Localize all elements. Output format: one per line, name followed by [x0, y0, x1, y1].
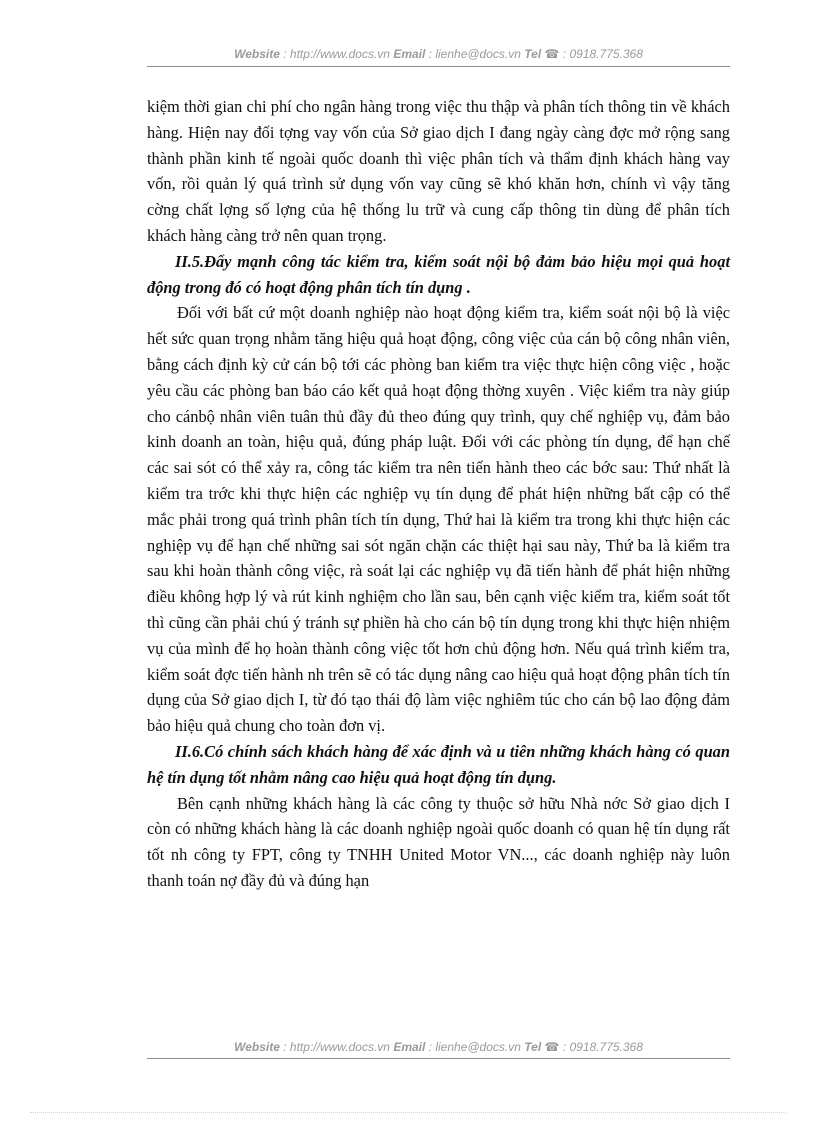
paragraph-intro: kiệm thời gian chi phí cho ngân hàng trong việc thu thập và phân tích thông tin về khách hàng. Hiện nay đối tợng vay vốn của Sở giao dịch I đang ngày càng đợc mở rộng sang thành phần kinh tế ngoài quốc doanh thì việc phân tích và thẩm định khách hàng vay vốn, rồi quản lý quá trình sử dụng vốn vay cũng sẽ khó khăn hơn, chính vì vậy tăng cờng chất lợng số lợng của hệ thống lu trữ và cung cấp thông tin dùng để phân tích khách hàng càng trở nên quan trọng. [147, 97, 730, 245]
paragraph-internal-control: Đối với bất cứ một doanh nghiệp nào hoạt động kiểm tra, kiểm soát nội bộ là việc hết sức quan trọng nhằm tăng hiệu quả hoạt động, công việc của cán bộ công nhân viên, bằng cách định kỳ cử cán bộ tới các phòng ban kiểm tra việc thực hiện công việc , hoặc yêu cầu các phòng ban báo cáo kết quả hoạt động thờng xuyên . Việc kiểm tra này giúp cho cánbộ nhân viên tuân thủ đầy đủ theo đúng quy trình, quy chế nghiệp vụ, đảm bảo kinh doanh an toàn, hiệu quả, đúng pháp luật. Đối với các phòng tín dụng, để hạn chế các sai sót có thể xảy ra, công tác kiểm tra nên tiến hành theo các bớc sau: Thứ nhất là kiểm tra trớc khi thực hiện các nghiệp vụ tín dụng để phát hiện những bất cập có thể mắc phải trong quá trình phân tích tín dụng, Thứ hai là kiểm tra trong khi thực hiện các nghiệp vụ để hạn chế những sai sót ngăn chặn các thiệt hại sau này, Thứ ba là kiểm tra sau khi hoàn thành công việc, rà soát lại các nghiệp vụ đã tiến hành để phát hiện những điều không hợp lý và rút kinh nghiệm cho lần sau, bên cạnh việc kiểm tra, kiểm soát tốt thì cũng cần phải chú ý tránh sự phiền hà cho cán bộ tín dụng trong khi thực hiện nhiệm vụ của mình để họ hoàn thành công việc tốt hơn chủ động hơn. Nếu quá trình kiểm tra, kiểm soát đợc tiến hành nh trên sẽ có tác dụng nâng cao hiệu quả hoạt động phân tích tín dụng của Sở giao dịch I, từ đó tạo thái độ làm việc nghiêm túc cho cán bộ lao động đảm bảo hiệu quả chung cho toàn đơn vị. [147, 303, 730, 736]
email-label: Email [393, 1040, 426, 1054]
tel-label: Tel [524, 1040, 542, 1054]
section-heading-ii6: II.6.Có chính sách khách hàng để xác định và u tiên những khách hàng có quan hệ tín dụng tốt nhằm nâng cao hiệu quả hoạt động tín dụng. [147, 741, 730, 787]
website-label: Website [234, 47, 280, 61]
email-label: Email [393, 47, 426, 61]
header-divider [147, 66, 730, 67]
website-label: Website [234, 1040, 280, 1054]
section-heading-ii5: II.5.Đẩy mạnh công tác kiểm tra, kiểm soát nội bộ đảm bảo hiệu mọi quả hoạt động trong đó có hoạt động phân tích tín dụng . [147, 251, 730, 297]
page-bottom-border [30, 1112, 786, 1113]
phone-icon: ☎ [544, 47, 560, 61]
page-footer: Website : http://www.docs.vn Email : lienhe@docs.vn Tel ☎ : 0918.775.368 [234, 1040, 643, 1054]
tel-value: 0918.775.368 [569, 47, 643, 61]
paragraph-customer-policy: Bên cạnh những khách hàng là các công ty thuộc sở hữu Nhà nớc Sở giao dịch I còn có những khách hàng là các doanh nghiệp ngoài quốc doanh có quan hệ tín dụng rất tốt nh công ty FPT, công ty TNHH United Motor VN..., các doanh nghiệp này luôn thanh toán nợ đầy đủ và đúng hạn [147, 793, 730, 890]
website-link[interactable]: http://www.docs.vn [289, 1040, 390, 1054]
footer-divider [147, 1058, 730, 1059]
tel-label: Tel [524, 47, 542, 61]
email-link[interactable]: lienhe@docs.vn [435, 1040, 521, 1054]
website-link[interactable]: http://www.docs.vn [289, 47, 390, 61]
phone-icon: ☎ [544, 1040, 560, 1054]
tel-value: 0918.775.368 [569, 1040, 643, 1054]
email-link[interactable]: lienhe@docs.vn [435, 47, 521, 61]
page-header: Website : http://www.docs.vn Email : lienhe@docs.vn Tel ☎ : 0918.775.368 [234, 47, 643, 61]
document-body [147, 94, 730, 894]
